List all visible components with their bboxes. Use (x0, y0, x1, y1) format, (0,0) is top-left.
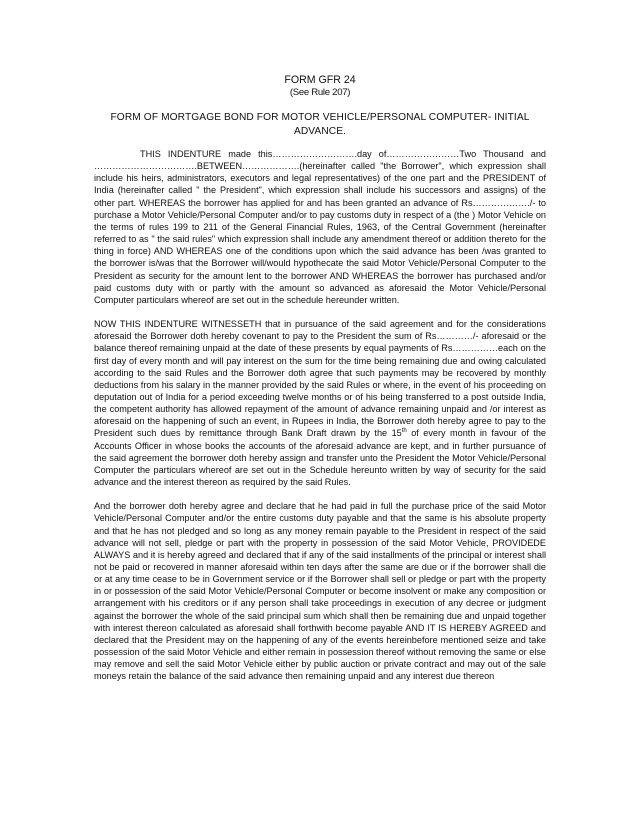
paragraph-indenture: THIS INDENTURE made this……………………….day of……………………Two Thousand and …………………………….BETWEEN……………….(hereinafter called "the Borrower", which expression shall include his heirs, administrators, executors and legal representatives) of the one part and the PRESIDENT of India (hereinafter called " the President", which expression shall include his successors and assigns) of the other part. WHEREAS the borrower has applied for and has been granted an advance of Rs………………./- to purchase a Motor Vehicle/Personal Computer and/or to pay customs duty in respect of a (the ) Motor Vehicle on the terms of rules 199 to 211 of the General Financial Rules, 1963, of the Central Government (hereinafter referred to as " the said rules" which expression shall include any amendment thereof or addition thereto for the thing in force) AND WHEREAS one of the conditions upon which the said advance has been /was granted to the borrower is/was that the Borrower will/would hypothecate the said Motor Vehicle/Personal Computer to the President as security for the amount lent to the borrower AND WHEREAS the borrower has purchased and/or paid customs duty with or partly with the amount so advanced as aforesaid the Motor Vehicle/Personal Computer particulars whereof are set out in the schedule hereunder written. (94, 149, 546, 305)
document-title: FORM OF MORTGAGE BOND FOR MOTOR VEHICLE/PERSONAL COMPUTER- INITIAL ADVANCE. (110, 112, 530, 137)
paragraph-declaration: And the borrower doth hereby agree and declare that he had paid in full the purchase price of the said Motor Vehicle/Personal Computer and/or the entire customs duty payable and that the same is his absolute property and that he has not pledged and so long as any money remain payable to the President in respect of the said advance will not sell, pledge or part with the property in possession of the said Motor Vehicle, PROVIDEDE ALWAYS and it is hereby agreed and declared that if any of the said installments of the principal or interest shall not be paid or recovered in manner aforesaid within ten days after the same are due or if the borrower shall die or at any time cease to be in Government service or if the Borrower shall sell or pledge or part with the property in or possession of the said Motor Vehicle/Personal Computer or become insolvent or make any composition or arrangement with his creditors or if any person shall take proceedings in execution of any decree or judgment against the borrower the whole of the said principal sum which shall then be remaining due and unpaid together with interest thereon calculated as aforesaid shall forthwith become payable AND IT IS HEREBY AGREED and declared that the President may on the happening of any of the events hereinbefore mentioned seize and take possession of the said Motor Vehicle and either remain in possession thereof without removing the same or else may remove and sell the said Motor Vehicle either by public auction or private contract and may out of the sale moneys retain the balance of the said advance then remaining unpaid and any interest due thereon (94, 501, 546, 682)
rule-reference: (See Rule 207) (289, 87, 351, 98)
ordinal-suffix: th (401, 428, 407, 435)
paragraph-witnesseth-part2: of every month in favour of the Accounts Officer in whose books the accounts of the aforesaid advance are kept, and in further pursuance of the said agreement the borrower doth hereby assign and transfer unto the President the Motor Vehicle/Personal Computer the particulars whereof are set out in the Schedule hereunto written by way of security for the said advance and the interest thereon as required by the said Rules. (94, 428, 546, 488)
paragraph-witnesseth-part1: NOW THIS INDENTURE WITNESSETH that in pursuance of the said agreement and for the considerations aforesaid the Borrower doth hereby covenant to pay to the President the sum of Rs…………/- aforesaid or the balance thereof remaining unpaid at the date of these presents by equal payments of Rs……………each on the first day of every month and will pay interest on the sum for the time being remaining due and owing calculated according to the said Rules and the Borrower doth agree that such payments may be recovered by monthly deductions from his salary in the manner provided by the said Rules or where, in the event of his proceeding on deputation out of India for a period exceeding twelve months or of his being transferred to a post outside India, the competent authority has allowed repayment of the amount of advance remaining unpaid and /or interest as aforesaid on the happening of such an event, in Rupees in India, the Borrower doth hereby agree to pay to the President such dues by remittance through Bank Draft drawn by the 15 (94, 319, 546, 439)
paragraph-witnesseth (94, 318, 546, 488)
form-number: FORM GFR 24 (284, 74, 356, 86)
